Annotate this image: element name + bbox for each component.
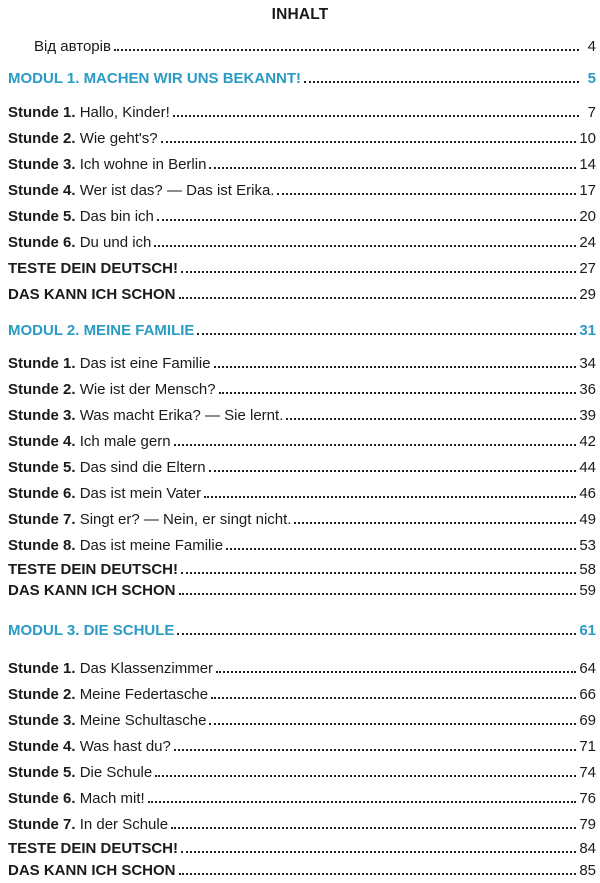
lesson-title: Hallo, Kinder!: [79, 104, 170, 121]
toc-entry-intro[interactable]: [34, 34, 596, 55]
toc-page-number: 14: [579, 156, 596, 173]
dot-leader: [219, 391, 577, 394]
lesson-number: Stunde 2.: [8, 130, 76, 147]
lesson-title: Meine Federtasche: [79, 686, 209, 703]
toc-entry[interactable]: [8, 351, 596, 372]
dot-leader: [181, 270, 576, 273]
lesson-title: Das Klassenzimmer: [79, 660, 214, 677]
toc-page-number: 58: [579, 561, 596, 578]
toc-page-number: 5: [587, 70, 596, 87]
dot-leader: [209, 722, 576, 725]
lesson-number: Stunde 5.: [8, 459, 76, 476]
toc-module-3[interactable]: [8, 618, 596, 639]
toc-page-number: 84: [579, 840, 596, 857]
dot-leader: [155, 774, 576, 777]
lesson-number: Stunde 5.: [8, 208, 76, 225]
toc-page-number: 34: [579, 355, 596, 372]
lesson-title: Das bin ich: [79, 208, 154, 225]
toc-entry[interactable]: [8, 786, 596, 807]
dot-leader: [154, 244, 576, 247]
toc-entry-test[interactable]: [8, 836, 596, 857]
dot-leader: [157, 218, 576, 221]
lesson-title: Wie geht's?: [79, 130, 158, 147]
toc-page-number: 61: [579, 622, 596, 639]
lesson-number: Stunde 3.: [8, 407, 76, 424]
dot-leader: [209, 469, 577, 472]
dot-leader: [209, 166, 576, 169]
lesson-title: Das ist meine Familie: [79, 537, 224, 554]
module-title: MODUL 2. MEINE FAMILIE: [8, 322, 195, 339]
toc-entry-test[interactable]: [8, 557, 596, 578]
toc-page-number: 74: [579, 764, 596, 781]
toc-entry[interactable]: [8, 682, 596, 703]
module-title: MODUL 3. DIE SCHULE: [8, 622, 175, 639]
toc-page-number: 36: [579, 381, 596, 398]
lesson-title: Was macht Erika? — Sie lernt.: [79, 407, 284, 424]
dot-leader: [148, 800, 577, 803]
toc-module-1[interactable]: [8, 66, 596, 87]
lesson-title: Das ist mein Vater: [79, 485, 202, 502]
lesson-number: Stunde 2.: [8, 381, 76, 398]
lesson-title: Du und ich: [79, 234, 152, 251]
toc-entry-review[interactable]: [8, 578, 596, 599]
dot-leader: [211, 696, 576, 699]
dot-leader: [174, 748, 576, 751]
test-title: TESTE DEIN DEUTSCH!: [8, 260, 179, 277]
dot-leader: [181, 571, 576, 574]
toc-page-number: 59: [579, 582, 596, 599]
lesson-number: Stunde 7.: [8, 816, 76, 833]
toc-entry[interactable]: [8, 403, 596, 424]
dot-leader: [114, 48, 579, 51]
dot-leader: [204, 495, 576, 498]
toc-entry[interactable]: [8, 507, 596, 528]
lesson-number: Stunde 4.: [8, 433, 76, 450]
lesson-number: Stunde 1.: [8, 355, 76, 372]
dot-leader: [161, 140, 577, 143]
toc-entry[interactable]: [8, 377, 596, 398]
toc-entry[interactable]: [8, 100, 596, 121]
lesson-title: Die Schule: [79, 764, 153, 781]
lesson-number: Stunde 2.: [8, 686, 76, 703]
toc-entry[interactable]: [8, 204, 596, 225]
toc-page-number: 69: [579, 712, 596, 729]
toc-entry[interactable]: [8, 708, 596, 729]
dot-leader: [286, 417, 576, 420]
lesson-title: Das ist eine Familie: [79, 355, 211, 372]
toc-entry[interactable]: [8, 429, 596, 450]
toc-entry[interactable]: [8, 734, 596, 755]
dot-leader: [226, 547, 576, 550]
toc-entry[interactable]: [8, 230, 596, 251]
lesson-number: Stunde 4.: [8, 182, 76, 199]
toc-page-number: 46: [579, 485, 596, 502]
toc-page-number: 66: [579, 686, 596, 703]
toc-entry[interactable]: [8, 812, 596, 833]
toc-entry-review[interactable]: [8, 858, 596, 879]
dot-leader: [214, 365, 577, 368]
test-title: TESTE DEIN DEUTSCH!: [8, 561, 179, 578]
toc-page-number: 7: [587, 104, 596, 121]
dot-leader: [177, 632, 576, 635]
toc-page-number: 10: [579, 130, 596, 147]
lesson-number: Stunde 3.: [8, 712, 76, 729]
dot-leader: [173, 114, 579, 117]
toc-entry[interactable]: [8, 481, 596, 502]
toc-page-number: 53: [579, 537, 596, 554]
review-title: DAS KANN ICH SCHON: [8, 286, 176, 303]
toc-page-number: 27: [579, 260, 596, 277]
lesson-number: Stunde 3.: [8, 156, 76, 173]
toc-page-number: 31: [579, 322, 596, 339]
toc-entry[interactable]: [8, 178, 596, 199]
lesson-title: Meine Schultasche: [79, 712, 207, 729]
toc-page-number: 29: [579, 286, 596, 303]
review-title: DAS KANN ICH SCHON: [8, 862, 176, 879]
lesson-number: Stunde 1.: [8, 104, 76, 121]
dot-leader: [181, 850, 576, 853]
toc-entry[interactable]: [8, 760, 596, 781]
toc-page-number: 85: [579, 862, 596, 879]
dot-leader: [294, 521, 576, 524]
lesson-title: Singt er? — Nein, er singt nicht.: [79, 511, 292, 528]
module-title: MODUL 1. MACHEN WIR UNS BEKANNT!: [8, 70, 302, 87]
toc-page-number: 42: [579, 433, 596, 450]
lesson-number: Stunde 5.: [8, 764, 76, 781]
lesson-title: Wer ist das? — Das ist Erika.: [79, 182, 275, 199]
dot-leader: [197, 332, 576, 335]
lesson-number: Stunde 1.: [8, 660, 76, 677]
dot-leader: [277, 192, 576, 195]
toc-page-number: 79: [579, 816, 596, 833]
test-title: TESTE DEIN DEUTSCH!: [8, 840, 179, 857]
toc-entry[interactable]: [8, 126, 596, 147]
toc-page-number: 71: [579, 738, 596, 755]
lesson-title: Wie ist der Mensch?: [79, 381, 216, 398]
lesson-title: Was hast du?: [79, 738, 171, 755]
lesson-number: Stunde 6.: [8, 234, 76, 251]
lesson-number: Stunde 4.: [8, 738, 76, 755]
toc-page-number: 17: [579, 182, 596, 199]
lesson-title: Ich wohne in Berlin: [79, 156, 207, 173]
toc-entry[interactable]: [8, 455, 596, 476]
lesson-number: Stunde 6.: [8, 790, 76, 807]
dot-leader: [174, 443, 577, 446]
toc-entry[interactable]: [8, 152, 596, 173]
toc-page-number: 49: [579, 511, 596, 528]
lesson-title: Mach mit!: [79, 790, 145, 807]
toc-page-number: 39: [579, 407, 596, 424]
toc-module-2[interactable]: [8, 318, 596, 339]
review-title: DAS KANN ICH SCHON: [8, 582, 176, 599]
toc-page-number: 44: [579, 459, 596, 476]
page-title: INHALT: [271, 6, 329, 23]
lesson-number: Stunde 6.: [8, 485, 76, 502]
lesson-number: Stunde 8.: [8, 537, 76, 554]
dot-leader: [171, 826, 576, 829]
toc-entry-test[interactable]: [8, 256, 596, 277]
toc-page-number: 64: [579, 660, 596, 677]
lesson-title: Ich male gern: [79, 433, 171, 450]
dot-leader: [304, 80, 579, 83]
dot-leader: [179, 296, 577, 299]
toc-entry[interactable]: [8, 656, 596, 677]
dot-leader: [179, 872, 577, 875]
lesson-title: In der Schule: [79, 816, 169, 833]
toc-page-number: 20: [579, 208, 596, 225]
toc-page-number: 24: [579, 234, 596, 251]
dot-leader: [179, 592, 577, 595]
lesson-title: Das sind die Eltern: [79, 459, 206, 476]
toc-entry-label: Від авторів: [34, 38, 111, 55]
toc-entry[interactable]: [8, 533, 596, 554]
toc-page-number: 76: [579, 790, 596, 807]
toc-page-number: 4: [587, 38, 596, 55]
toc-entry-review[interactable]: [8, 282, 596, 303]
lesson-number: Stunde 7.: [8, 511, 76, 528]
dot-leader: [216, 670, 576, 673]
